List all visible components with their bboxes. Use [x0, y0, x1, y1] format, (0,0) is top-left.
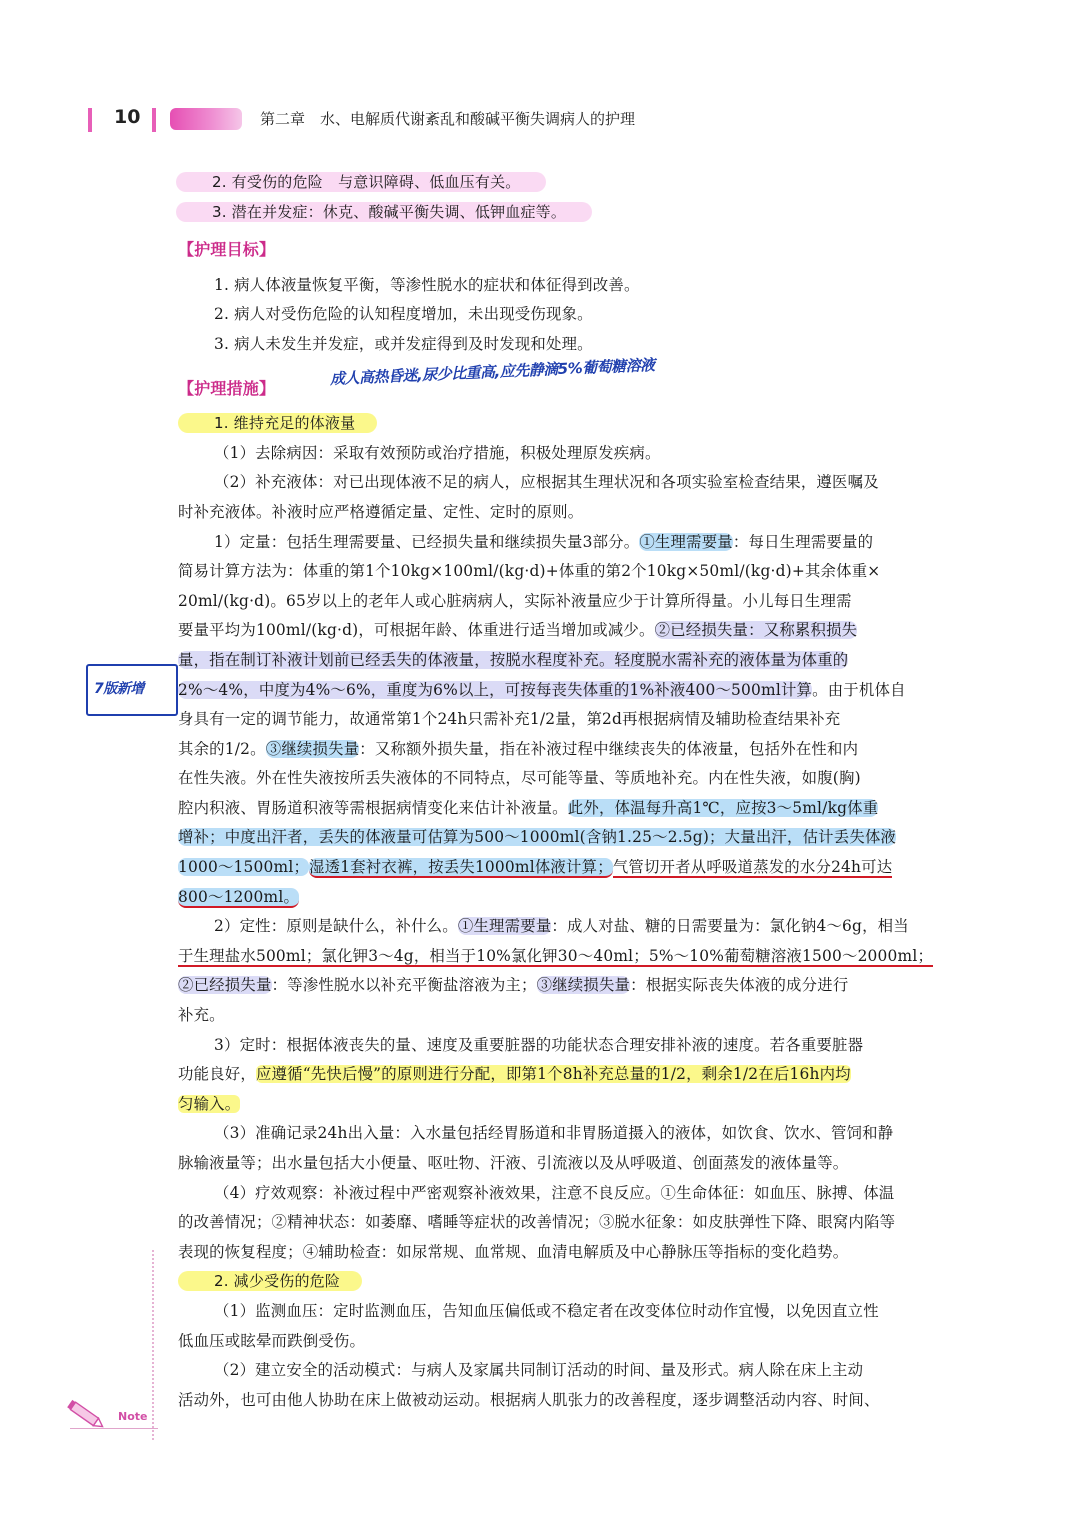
paragraph-line: 身具有一定的调节能力，故通常第1个24h只需补充1/2量，第2d再根据病情及辅助检查结果补充	[178, 710, 841, 729]
underline-red: 于生理盐水500ml；氯化钾3～4g，相当于10%氯化钾30～40ml；5%～10%葡萄糖溶液1500～2000ml；	[178, 946, 934, 965]
paragraph-line	[178, 823, 976, 853]
diagnosis-2	[178, 168, 976, 198]
highlight-blue: ①生理需要量	[639, 532, 733, 551]
text-span: ：成人对盐、糖的日需要量为：氯化钠4～6g，相当	[551, 917, 909, 936]
paragraph-line: （1）去除病因：采取有效预防或治疗措施，积极处理原发疾病。	[214, 443, 661, 462]
handwritten-margin-note: 7版新增	[94, 681, 144, 697]
paragraph-line: 补充。	[178, 1006, 225, 1025]
paragraph-line: （2）补充液体：对已出现体液不足的病人，应根据其生理状况和各项实验室检查结果，遵医嘱及	[214, 473, 879, 492]
page-header	[88, 104, 988, 134]
highlight-lavender: 量，指在制订补液计划前已经丢失的体液量，按脱水程度补充。轻度脱水需补充的液体量为体重的	[178, 650, 849, 669]
handwritten-note-top: 成人高热昏迷,尿少比重高,应先静滴5%葡萄糖溶液	[329, 355, 655, 388]
page-number: 10	[114, 106, 141, 128]
handwritten-margin-box	[86, 664, 178, 716]
text-span: 腔内积液、胃肠道积液等需根据病情变化来估计补液量。	[178, 798, 568, 817]
page-body	[178, 168, 976, 1415]
highlight-lavender: ②已经损失量	[178, 976, 272, 995]
text-span: 1）定量：包括生理需要量、已经损失量和继续损失量3部分。	[214, 532, 640, 551]
paragraph-line	[178, 616, 976, 646]
highlight-lavender: ②已经损失量：又称累积损失	[654, 621, 858, 640]
paragraph-line: （1）监测血压：定时监测血压，告知血压偏低或不稳定者在改变体位时动作宜慢，以免因直立性	[214, 1301, 879, 1320]
paragraph-line	[178, 794, 976, 824]
highlight-blue: ③继续损失量	[265, 739, 360, 758]
goal-3: 3. 病人未发生并发症，或并发症得到及时发现和处理。	[214, 334, 593, 353]
paragraph-line	[178, 528, 976, 558]
header-bar-right	[152, 108, 156, 132]
highlight-blue-underlined: 湿透1套衬衣裤，按丢失1000ml体液计算；	[309, 858, 613, 877]
paragraph-line: 活动外，也可由他人协助在床上做被动运动。根据病人肌张力的改善程度，逐步调整活动内容、时间、	[178, 1390, 880, 1409]
highlight-blue: 此外，体温每升高1℃，应按3～5ml/kg体重	[567, 798, 879, 817]
paragraph-line	[178, 942, 976, 972]
text-span: ：每日生理需要量的	[732, 532, 874, 551]
highlight-lavender: ①生理需要量	[457, 917, 552, 936]
highlight-blue-underlined: 800～1200ml。	[178, 887, 300, 906]
highlight-blue: 1000～1500ml；	[178, 858, 310, 877]
paragraph-line: （2）建立安全的活动模式：与病人及家属共同制订活动的时间、量及形式。病人除在床上主动	[214, 1361, 864, 1380]
paragraph-line	[178, 853, 976, 883]
paragraph-line	[178, 646, 976, 676]
paragraph-line	[178, 1060, 976, 1090]
paragraph-line: 低血压或眩晕而跌倒受伤。	[178, 1331, 366, 1350]
highlight-yellow: 1. 维持充足的体液量	[178, 413, 377, 433]
underline-red: 气管切开者从呼吸道蒸发的水分24h可达	[612, 858, 893, 877]
note-label: Note	[118, 1410, 148, 1423]
diagnosis-3	[178, 198, 976, 228]
highlight-lavender: 2%～4%，中度为4%～6%，重度为6%以上，可按每丧失体重的1%补液400～500ml计算	[178, 680, 813, 699]
paragraph-line: （4）疗效观察：补液过程中严密观察补液效果，注意不良反应。①生命体征：如血压、脉搏、体温	[214, 1183, 895, 1202]
paragraph-line	[178, 676, 976, 706]
text-span: ：又称额外损失量，指在补液过程中继续丧失的体液量，包括外在性和内	[359, 739, 859, 758]
goal-1: 1. 病人体液量恢复平衡，等渗性脱水的症状和体征得到改善。	[214, 275, 640, 294]
paragraph-line: 的改善情况；②精神状态：如萎靡、嗜睡等症状的改善情况；③脱水征象：如皮肤弹性下降、眼窝内陷等	[178, 1213, 896, 1232]
highlight-lavender: ③继续损失量	[536, 976, 631, 995]
text-span: 要量平均为100ml/(kg·d)，可根据年龄、体重进行适当增加或减少。	[178, 621, 655, 640]
measure-heading-1	[178, 409, 976, 439]
paragraph-line: 在性失液。外在性失液按所丢失液体的不同特点，尽可能等量、等质地补充。内在性失液，如腹(胸)	[178, 769, 861, 788]
chapter-title: 第二章 水、电解质代谢紊乱和酸碱平衡失调病人的护理	[260, 110, 636, 128]
goal-2: 2. 病人对受伤危险的认知程度增加，未出现受伤现象。	[214, 305, 593, 324]
section-nursing-measures: 【护理措施】	[178, 378, 276, 398]
paragraph-line: 时补充液体。补液时应严格遵循定量、定性、定时的原则。	[178, 502, 584, 521]
paragraph-line	[178, 971, 976, 1001]
paragraph-line: （3）准确记录24h出入量：入水量包括经胃肠道和非胃肠道摄入的液体，如饮食、饮水、管饲和静	[214, 1124, 894, 1143]
paragraph-line: 脉输液量等；出水量包括大小便量、呕吐物、汗液、引流液以及从呼吸道、创面蒸发的液体量等。	[178, 1154, 849, 1172]
paragraph-line	[178, 735, 976, 765]
text-span: 。由于机体自	[812, 680, 906, 699]
pencil-icon	[62, 1396, 118, 1432]
paragraph-line	[178, 1090, 976, 1120]
text-span: 其余的1/2。	[178, 739, 266, 758]
highlight-yellow: 2. 减少受伤的危险	[178, 1271, 362, 1291]
header-bar-left	[88, 108, 92, 132]
text-span: 2）定性：原则是缺什么，补什么。	[214, 917, 458, 936]
highlight-yellow: 应遵循“先快后慢”的原则进行分配，即第1个8h补充总量的1/2，剩余1/2在后16h内均	[255, 1065, 851, 1084]
text-span: ：等渗性脱水以补充平衡盐溶液为主；	[271, 976, 537, 995]
paragraph-line: 表现的恢复程度；④辅助检查：如尿常规、血常规、血清电解质及中心静脉压等指标的变化趋势。	[178, 1242, 849, 1261]
text-span: 功能良好，	[178, 1065, 256, 1084]
paragraph-line: 简易计算方法为：体重的第1个10kg×100ml/(kg·d)+体重的第2个10kg×50ml/(kg·d)+其余体重×	[178, 562, 881, 581]
text-span: ：根据实际丧失体液的成分进行	[630, 976, 849, 995]
paragraph-line	[178, 883, 976, 913]
measure-heading-2	[178, 1267, 976, 1297]
paragraph-line	[178, 912, 976, 942]
paragraph-line: 20ml/(kg·d)。65岁以上的老年人或心脏病病人，实际补液量应少于计算所得量。小儿每日生理需	[178, 591, 852, 610]
section-nursing-goals: 【护理目标】	[178, 240, 276, 260]
highlight-pink: 3. 潜在并发症：休克、酸碱平衡失调、低钾血症等。	[176, 202, 592, 222]
header-color-block	[170, 108, 242, 130]
paragraph-line: 3）定时：根据体液丧失的量、速度及重要脏器的功能状态合理安排补液的速度。若各重要脏器	[214, 1035, 864, 1054]
note-underline	[70, 1428, 158, 1429]
highlight-blue: 增补；中度出汗者，丢失的体液量可估算为500～1000ml(含钠1.25～2.5g)；大量出汗，估计丢失体液	[178, 828, 897, 847]
note-marker	[62, 1396, 156, 1436]
highlight-pink: 2. 有受伤的危险 与意识障碍、低血压有关。	[176, 172, 546, 192]
highlight-yellow: 匀输入。	[178, 1094, 241, 1113]
